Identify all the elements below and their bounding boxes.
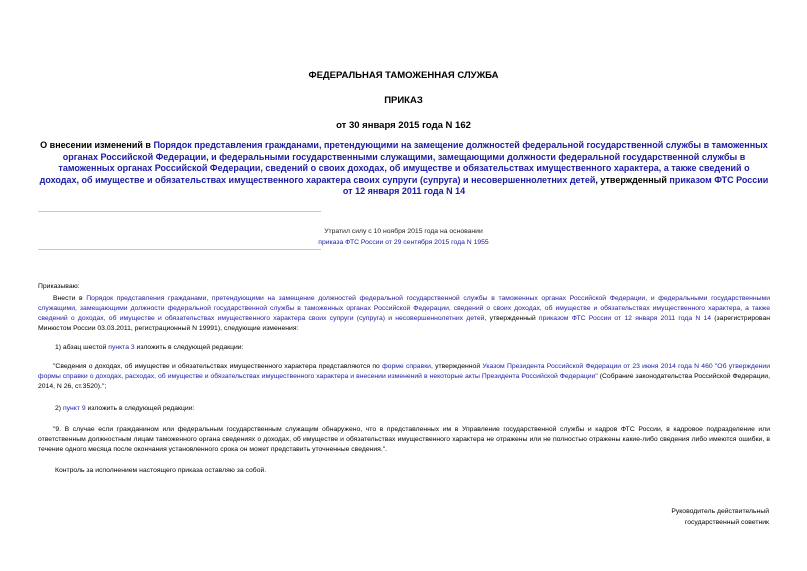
void-notice-link[interactable]: приказа ФТС России от 29 сентября 2015 года N 1955 — [318, 239, 489, 246]
title-prefix: О внесении изменений в — [40, 140, 154, 150]
order-link[interactable]: приказом ФТС России от 12 января 2011 года N 14 — [538, 315, 712, 322]
item2-prefix: 2) — [55, 405, 63, 412]
document-title — [38, 140, 770, 198]
title-mid: , утвержденный — [595, 174, 670, 185]
document-type: ПРИКАЗ — [384, 95, 423, 106]
title-order-link[interactable]: приказом ФТС России от 12 января 2011 года N 14 — [342, 174, 769, 196]
control-statement: Контроль за исполнением настоящего приказа оставляю за собой. — [55, 467, 267, 474]
void-notice — [0, 226, 807, 248]
item-1 — [55, 343, 243, 353]
agency-name: ФЕДЕРАЛЬНАЯ ТАМОЖЕННАЯ СЛУЖБА — [308, 70, 499, 81]
divider-top — [38, 211, 321, 212]
void-notice-text: Утратил силу с 10 ноября 2015 года на основании — [324, 228, 483, 235]
main-prefix: Внести в — [53, 295, 87, 302]
quote-2: "9. В случае если гражданином или федеральным государственным служащим обнаружено, что в представленных им в Управление государственной службы и кадров ФТС России, в кадровое подразделение или ответственным должностным лицам таможенного органа сведениях о доходах, об имуществе и обязательствах имущественного характера не отражены или не полностью отражены какие-либо сведения либо имеются ошибки, в течение одного месяца после окончания установленного срока он может представить уточненные сведения.". — [38, 426, 770, 453]
main-paragraph — [38, 294, 770, 334]
main-mid: , утвержденный — [484, 315, 539, 322]
signature-line-1: Руководитель действительный — [671, 508, 769, 515]
divider-bottom — [38, 249, 321, 250]
quote-1 — [38, 362, 770, 392]
quote1-mid: , утвержденной — [430, 363, 483, 370]
procedure-link[interactable]: Порядок представления гражданами, претендующими на замещение должностей федеральной государственной службы в таможенных органах Российской Федерации, и федеральными государственными служащими, замещающими должности федеральной государственной службы в таможенных органах Российской Федерации, сведений о своих доходах, об имуществе и обязательствах имущественного характера, а также сведений о доходах, об имуществе и обязательствах имущественного характера своих супруги (супруга) и несовершеннолетних детей — [38, 295, 770, 322]
document-date-number: от 30 января 2015 года N 162 — [336, 120, 471, 131]
main-suffix: (зарегистрирован Минюстом России 03.03.2011, регистрационный N 19991), следующие изменения: — [38, 315, 770, 332]
item1-prefix: 1) абзац шестой — [55, 344, 109, 351]
item2-suffix: изложить в следующей редакции: — [85, 405, 195, 412]
signature-block — [671, 507, 769, 528]
item2-link[interactable]: пункт 9 — [62, 405, 86, 412]
quote1-prefix: "Сведения о доходах, об имуществе и обязательствах имущественного характера представляются по — [53, 363, 383, 370]
signature-line-2: государственный советник — [684, 518, 769, 526]
item1-suffix: изложить в следующей редакции: — [134, 344, 244, 351]
order-label: Приказываю: — [38, 283, 80, 290]
item1-link[interactable]: пункта 3 — [108, 344, 135, 351]
quote1-suffix: (Собрание законодательства Российской Федерации, 2014, N 26, ст.3520)."; — [38, 373, 770, 390]
decree-link[interactable]: Указом Президента Российской Федерации от 23 июня 2014 года N 460 "Об утверждении формы справки о доходах, расходах, об имуществе и обязательствах имущественного характера и внесении изменений в некоторые акты Президента Российской Федерации" — [38, 363, 770, 380]
form-link[interactable]: форме справки — [382, 363, 431, 370]
title-procedure-link[interactable]: Порядок представления гражданами, претендующими на замещение должностей федеральной государственной службы в таможенных органах Российской Федерации, и федеральными государственными служащими, замещающими должности федеральной государственной службы в таможенных органах Российской Федерации, сведений о своих доходах, об имуществе и обязательствах имущественного характера, а также сведений о доходах, об имуществе и обязательствах имущественного характера своих супруги (супруга) и несовершеннолетних детей — [39, 140, 768, 185]
item-2 — [55, 404, 194, 414]
